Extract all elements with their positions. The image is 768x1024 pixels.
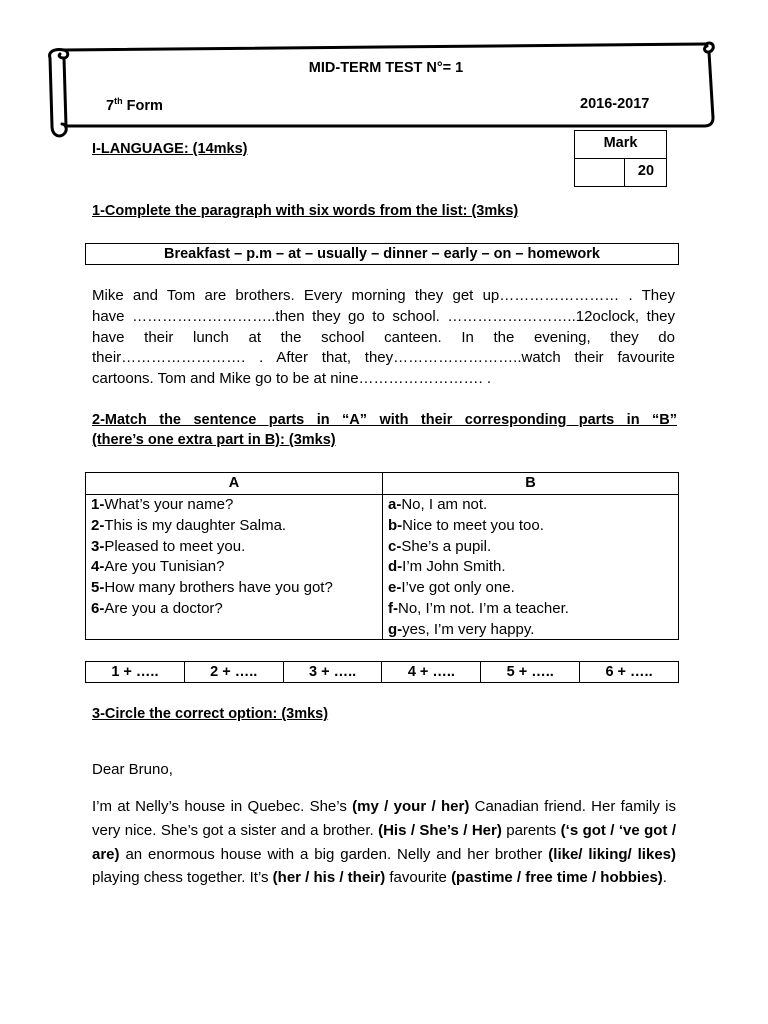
col-a-header: A xyxy=(86,473,383,495)
test-title: MID-TERM TEST N°= 1 xyxy=(308,60,464,76)
q1-line: cartoons. Tom and Mike go to be at nine……………………. . xyxy=(92,370,492,388)
q1-paragraph xyxy=(92,286,675,390)
mark-total: 20 xyxy=(637,163,655,179)
answer-cell[interactable]: 1 + ….. xyxy=(86,662,185,682)
col-a xyxy=(91,495,379,620)
q3-heading: 3-Circle the correct option: (3mks) xyxy=(92,706,329,722)
mark-score-cell xyxy=(575,159,625,187)
mark-box xyxy=(574,130,667,187)
col-b-item: c-She’s a pupil. xyxy=(388,537,492,555)
letter-greeting: Dear Bruno, xyxy=(92,761,173,778)
match-table xyxy=(85,472,679,640)
answer-cell[interactable]: 5 + ….. xyxy=(481,662,580,682)
col-b-item: b-Nice to meet you too. xyxy=(388,516,544,534)
col-b-item: a-No, I am not. xyxy=(388,496,488,513)
q1-line: have ………………………..then they go to school. ……………………..12oclock, they xyxy=(92,307,675,325)
answer-cell[interactable]: 3 + ….. xyxy=(284,662,383,682)
word-list-box: Breakfast – p.m – at – usually – dinner – early – on – homework xyxy=(85,243,679,265)
col-b-item: f-No, I’m not. I’m a teacher. xyxy=(388,599,569,617)
table-divider xyxy=(382,495,383,640)
col-a-item: 6-Are you a doctor? xyxy=(91,599,223,617)
option-group[interactable]: (like/ liking/ likes) xyxy=(548,845,676,863)
col-b-header: B xyxy=(383,473,678,495)
q1-line: their……………………. . After that, they……………………..watch their favourite xyxy=(92,349,675,367)
col-b-item: g-yes, I’m very happy. xyxy=(388,620,535,638)
col-a-item: 3-Pleased to meet you. xyxy=(91,537,246,555)
answer-cell[interactable]: 6 + ….. xyxy=(605,664,653,680)
letter-body: I’m at Nelly’s house in Quebec. She’s (my / your / her) Canadian friend. Her family is very nice. She’s got a sister and a brother. (His / She’s / Her) parents (‘s got / ‘ve got / are) an enormous house with a big garden. Nelly and her brother (like/ liking/ likes) playing chess together. It’s (her / his / their) favourite (pastime / free time / hobbies). xyxy=(92,798,677,887)
col-a-item: 2-This is my daughter Salma. xyxy=(91,516,287,534)
q2-heading-line1: 2-Match the sentence parts in “A” with their corresponding parts in “B” xyxy=(92,412,677,428)
col-b-item: d-I’m John Smith. xyxy=(388,558,506,576)
option-group[interactable]: (‘s got / ‘ve got / are) xyxy=(92,821,676,863)
col-b-item: e-I’ve got only one. xyxy=(388,579,515,597)
form-label: 7th Form xyxy=(106,96,163,114)
school-year: 2016-2017 xyxy=(580,96,650,112)
option-group[interactable]: (His / She’s / Her) xyxy=(378,821,502,839)
col-b xyxy=(388,495,676,641)
answer-cell[interactable]: 2 + ….. xyxy=(185,662,284,682)
answer-cell[interactable]: 4 + ….. xyxy=(382,662,481,682)
mark-title: Mark xyxy=(575,131,666,159)
option-group[interactable]: (my / your / her) xyxy=(352,798,470,815)
answer-strip xyxy=(85,661,679,683)
q1-line: Mike and Tom are brothers. Every morning they get up…………………… . They xyxy=(92,287,675,304)
col-a-item: 4-Are you Tunisian? xyxy=(91,558,225,576)
col-a-item: 5-How many brothers have you got? xyxy=(91,579,333,597)
q1-heading: 1-Complete the paragraph with six words from the list: (3mks) xyxy=(92,203,519,219)
option-group[interactable]: (pastime / free time / hobbies) xyxy=(451,869,663,887)
q2-heading-line2: (there’s one extra part in B): (3mks) xyxy=(92,432,336,448)
option-group[interactable]: (her / his / their) xyxy=(272,869,386,887)
q2-heading xyxy=(92,410,677,450)
section-language-heading: I-LANGUAGE: (14mks) xyxy=(92,141,248,157)
col-a-item: 1-What’s your name? xyxy=(91,496,234,513)
q1-line: have their lunch at the school canteen. In the evening, they do xyxy=(92,328,675,346)
